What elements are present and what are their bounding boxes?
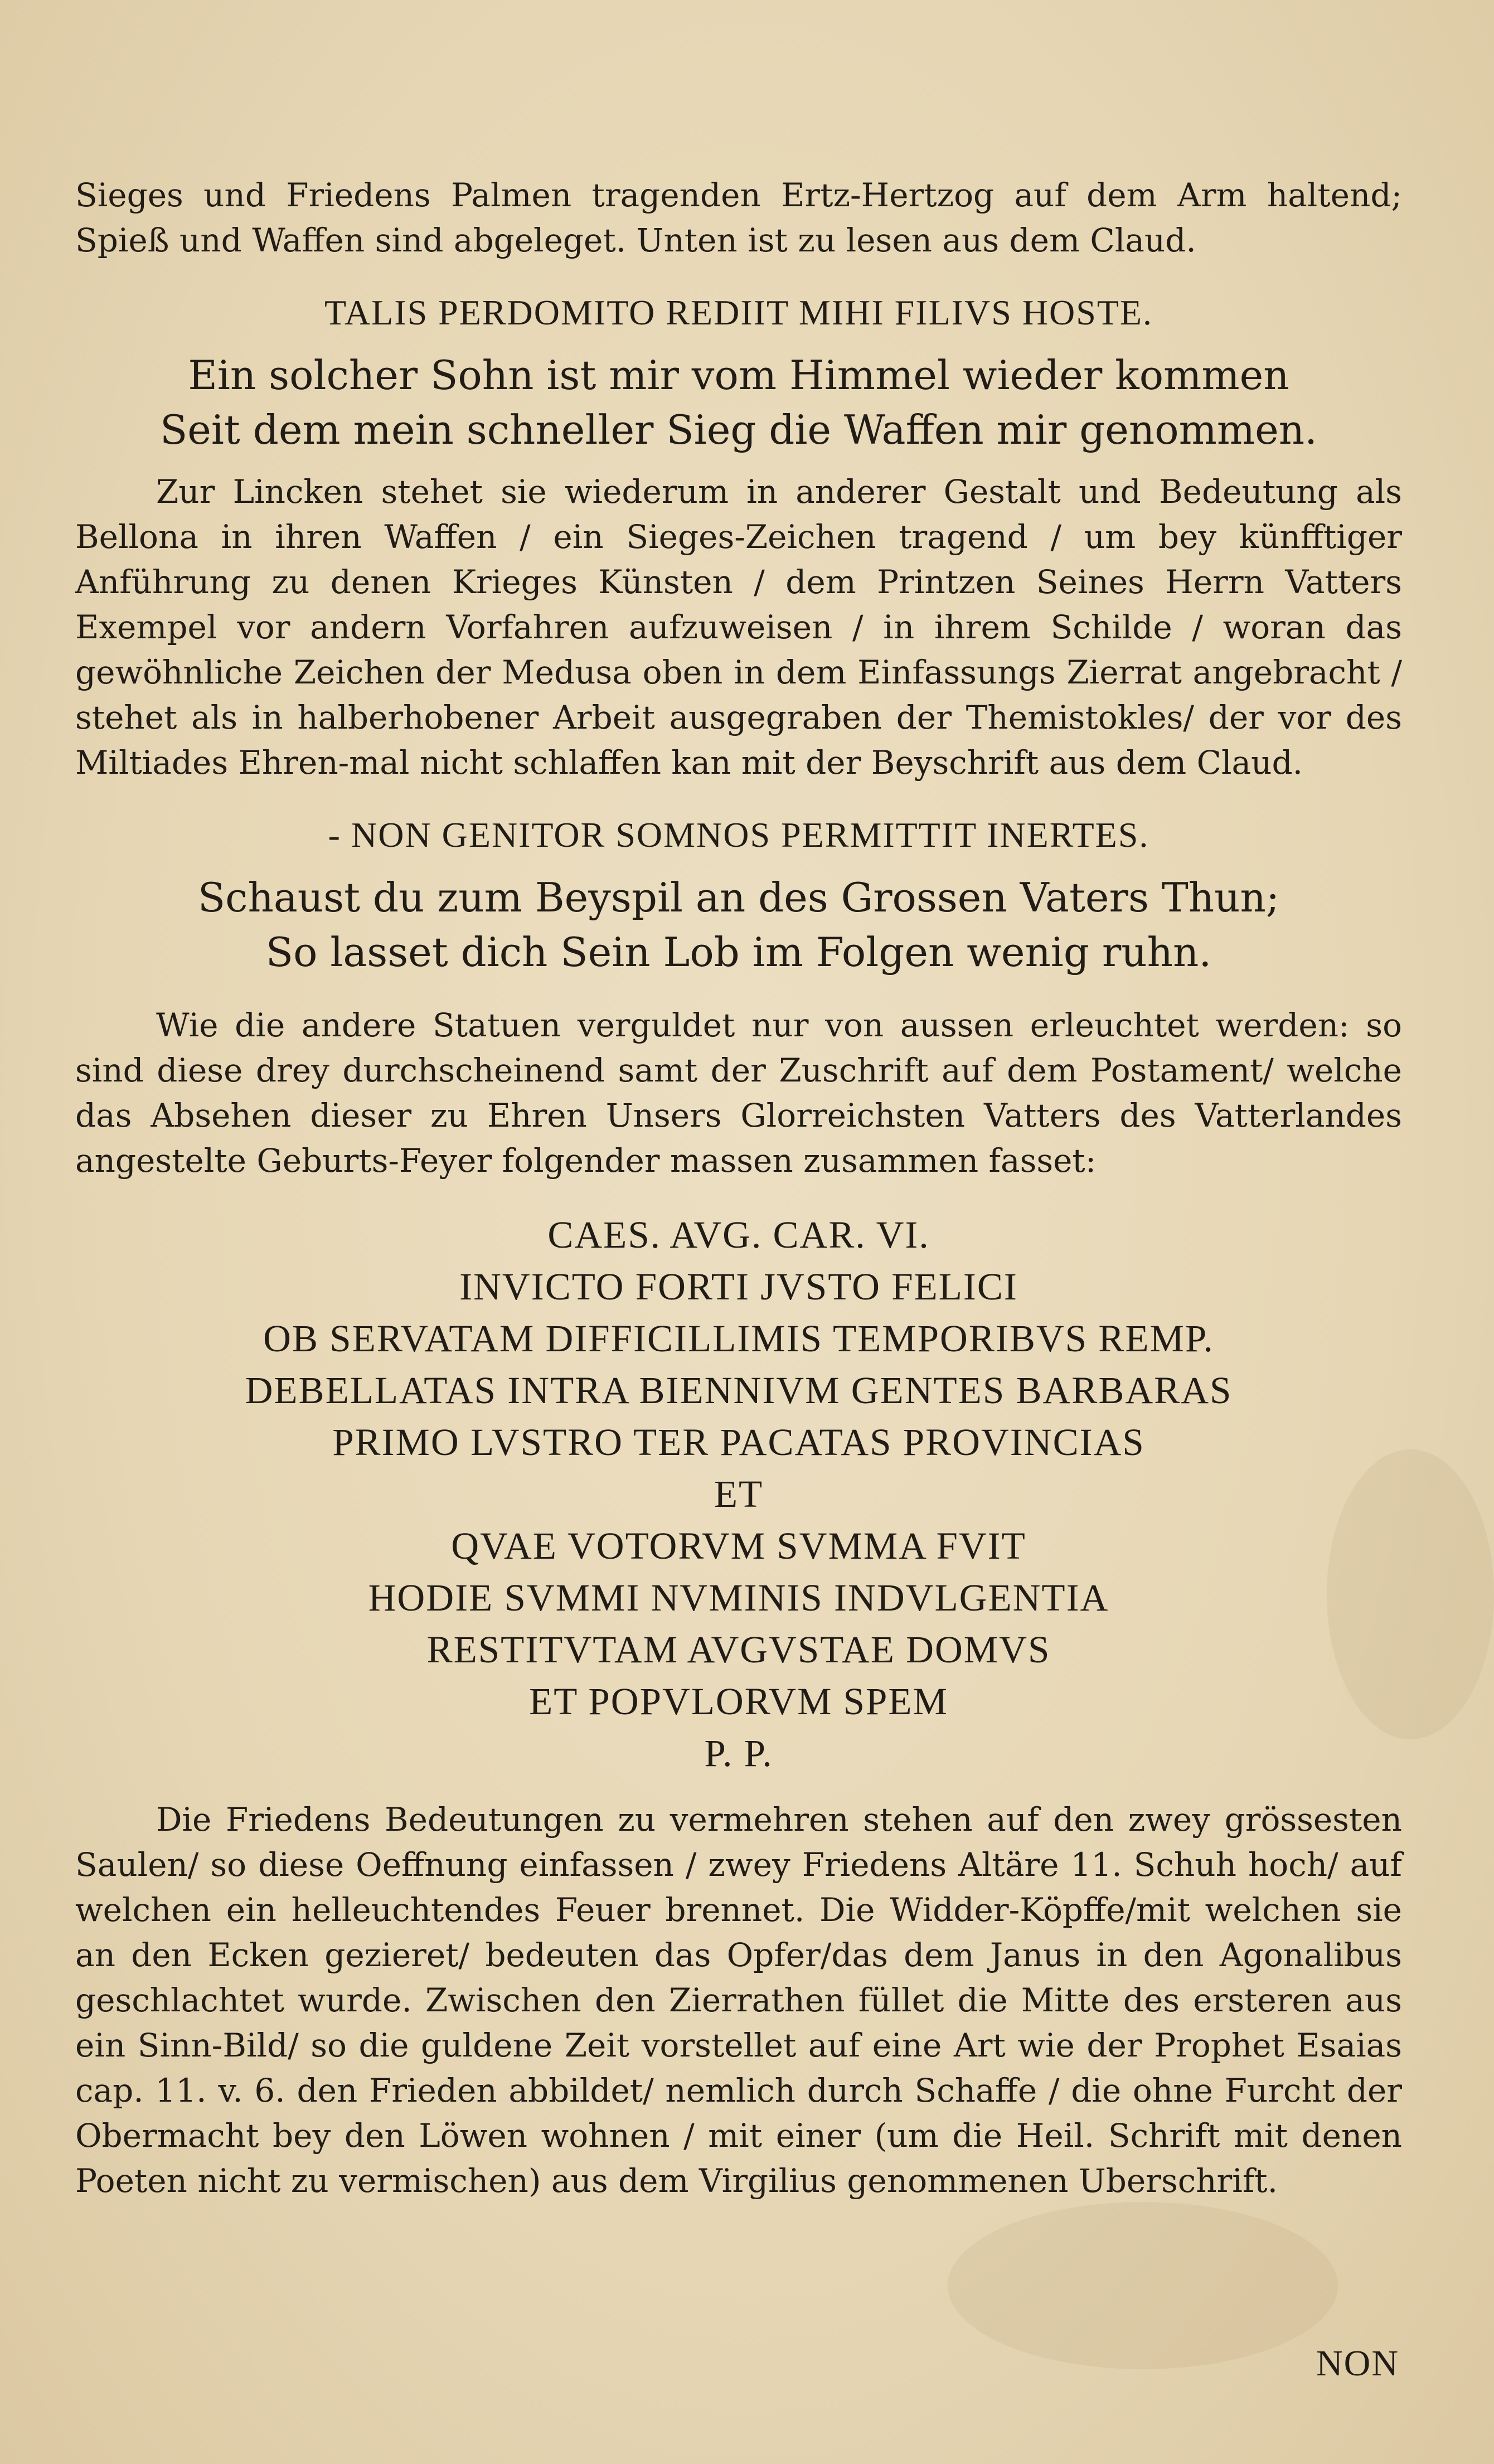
verse-line: So lasset dich Sein Lob im Folgen wenig ruhn. — [265, 929, 1212, 976]
verse-line: Seit dem mein schneller Sieg die Waffen mir genommen. — [159, 406, 1318, 453]
inscription-line: QVAE VOTORVM SVMMA FVIT — [451, 1525, 1026, 1567]
verse-2 — [75, 870, 1402, 979]
verse-line: Ein solcher Sohn ist mir vom Himmel wieder kommen — [188, 352, 1289, 399]
inscription-line: P. P. — [704, 1732, 773, 1774]
inscription-line: CAES. AVG. CAR. VI. — [547, 1214, 930, 1256]
catchword: NON — [1316, 2343, 1399, 2384]
latin-motto-2: - NON GENITOR SOMNOS PERMITTIT INERTES. — [328, 815, 1149, 855]
pedestal-inscription — [75, 1209, 1402, 1779]
paragraph-peace-altars: Die Friedens Bedeutungen zu vermehren stehen auf den zwey grössesten Saulen/ so diese Oeffnung einfassen / zwey Friedens Altäre 11. Schuh hoch/ auf welchen ein helleuchtendes Feuer brennet. Die Widder-Köpffe/mit welchen sie an den Ecken gezieret/ bedeuten das Opfer/das dem Janus in den Agonalibus geschlachtet wurde. Zwischen den Zierrathen füllet die Mitte des ersteren aus ein Sinn-Bild/ so die guldene Zeit vorstellet auf eine Art wie der Prophet Esaias cap. 11. v. 6. den Frieden abbildet/ nemlich durch Schaffe / die ohne Furcht der Obermacht bey den Löwen wohnen / mit einer (um die Heil. Schrift mit denen Poeten nicht zu vermischen) aus dem Virgilius genommenen Uberschrift. — [75, 1801, 1402, 2200]
text-column — [75, 173, 1402, 2204]
paragraph-bellona: Zur Lincken stehet sie wiederum in anderer Gestalt und Bedeutung als Bellona in ihren Waffen / ein Sieges-Zeichen tragend / um bey künfftiger Anführung zu denen Krieges Künsten / dem Printzen Seines Herrn Vatters Exempel vor andern Vorfahren aufzuweisen / in ihrem Schilde / woran das gewöhnliche Zeichen der Medusa oben in dem Einfassungs Zierrat angebracht / stehet als in halberhobener Arbeit ausgegraben der Themistokles/ der vor des Miltiades Ehren-mal nicht schlaffen kan mit der Beyschrift aus dem Claud. — [75, 473, 1402, 782]
paragraph-statues: Wie die andere Statuen verguldet nur von aussen erleuchtet werden: so sind diese drey durchscheinend samt der Zuschrift auf dem Postament/ welche das Absehen dieser zu Ehren Unsers Glorreichsten Vatters des Vatterlandes angestelte Geburts-Feyer folgender massen zusammen fasset: — [75, 1006, 1402, 1180]
inscription-line: HODIE SVMMI NVMINIS INDVLGENTIA — [368, 1577, 1109, 1619]
inscription-line: DEBELLATAS INTRA BIENNIVM GENTES BARBARAS — [245, 1369, 1233, 1412]
inscription-line: PRIMO LVSTRO TER PACATAS PROVINCIAS — [332, 1421, 1145, 1463]
latin-motto-1: TALIS PERDOMITO REDIIT MIHI FILIVS HOSTE. — [324, 293, 1153, 332]
inscription-line: ET POPVLORVM SPEM — [529, 1680, 948, 1723]
verse-1 — [75, 348, 1402, 457]
inscription-line: OB SERVATAM DIFFICILLIMIS TEMPORIBVS REMP. — [263, 1317, 1214, 1360]
verse-line: Schaust du zum Beyspil an des Grossen Vaters Thun; — [197, 874, 1280, 921]
intro-paragraph: Sieges und Friedens Palmen tragenden Ertz-Hertzog auf dem Arm haltend; Spieß und Waffen sind abgeleget. Unten ist zu lesen aus dem Claud. — [75, 176, 1402, 259]
paper-stain — [948, 2202, 1338, 2369]
inscription-line: ET — [714, 1473, 764, 1515]
inscription-line: INVICTO FORTI JVSTO FELICI — [459, 1265, 1018, 1308]
inscription-line: RESTITVTAM AVGVSTAE DOMVS — [426, 1628, 1051, 1671]
